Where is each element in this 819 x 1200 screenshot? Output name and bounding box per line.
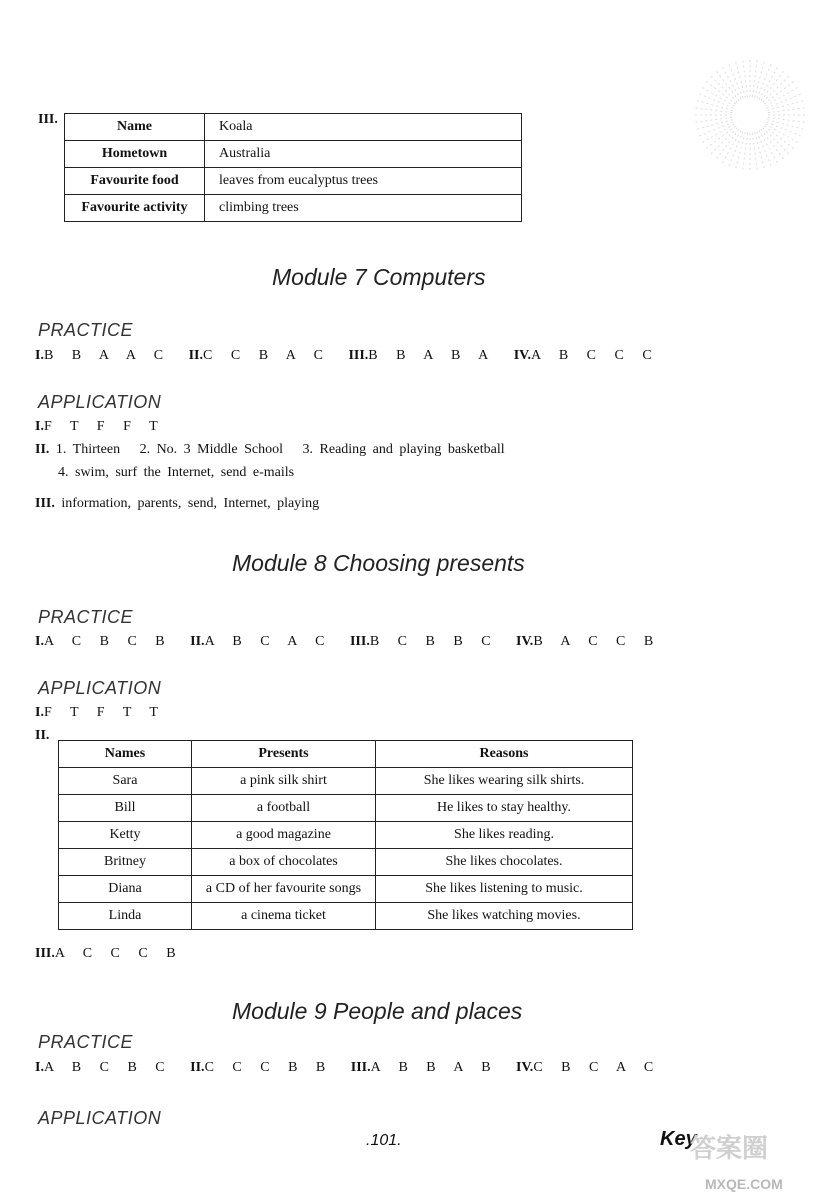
- m7-app-ii: II. 1. Thirteen 2. No. 3 Middle School 3. Reading and playing basketball: [35, 442, 505, 457]
- module-8-title: Module 8 Choosing presents: [232, 550, 525, 576]
- m7-app-ii-line2: 4. swim, surf the Internet, send e-mails: [58, 465, 295, 480]
- m6-app-iii-label: III.: [38, 112, 58, 127]
- m9-practice-label: PRACTICE: [38, 1032, 134, 1052]
- table-cell: She likes wearing silk shirts.: [376, 768, 633, 795]
- table-row: [59, 876, 633, 903]
- table-cell: a pink silk shirt: [192, 768, 376, 795]
- table-cell: a football: [192, 795, 376, 822]
- table-row: [59, 903, 633, 930]
- info-value: Australia: [205, 141, 522, 168]
- table-cell: Diana: [59, 876, 192, 903]
- table-cell: a good magazine: [192, 822, 376, 849]
- table-cell: a CD of her favourite songs: [192, 876, 376, 903]
- module-9-title: Module 9 People and places: [232, 998, 523, 1024]
- info-row: [65, 141, 522, 168]
- table-cell: She likes reading.: [376, 822, 633, 849]
- m8-app-iii: III.A C C C B: [35, 946, 182, 961]
- info-value: Koala: [205, 114, 522, 141]
- m7-application-label: APPLICATION: [38, 392, 162, 412]
- table-cell: Sara: [59, 768, 192, 795]
- info-key: Favourite activity: [65, 195, 205, 222]
- module-7-title: Module 7 Computers: [272, 264, 486, 290]
- m8-presents-table: [58, 740, 633, 930]
- info-row: [65, 114, 522, 141]
- key-label: Key: [660, 1128, 697, 1150]
- info-key: Hometown: [65, 141, 205, 168]
- table-row: [59, 849, 633, 876]
- table-cell: a cinema ticket: [192, 903, 376, 930]
- info-key: Name: [65, 114, 205, 141]
- page-number: .101.: [366, 1132, 402, 1149]
- m6-info-table: [64, 113, 522, 222]
- m7-app-i: I.F T F F T: [35, 419, 164, 434]
- column-header: Names: [59, 741, 192, 768]
- m8-practice-answers: I.A C B C B II.A B C A C III.B C B B C IV.B A C C B: [35, 634, 660, 649]
- info-row: [65, 195, 522, 222]
- table-cell: She likes listening to music.: [376, 876, 633, 903]
- table-cell: Britney: [59, 849, 192, 876]
- table-cell: He likes to stay healthy.: [376, 795, 633, 822]
- m8-application-label: APPLICATION: [38, 678, 162, 698]
- m8-app-ii-label: II.: [35, 728, 50, 743]
- table-cell: Bill: [59, 795, 192, 822]
- m7-practice-label: PRACTICE: [38, 320, 134, 340]
- m8-practice-label: PRACTICE: [38, 607, 134, 627]
- decorative-sunburst-icon: [655, 40, 805, 190]
- m8-app-i: I.F T F T T: [35, 705, 164, 720]
- info-row: [65, 168, 522, 195]
- watermark-cn: 答案圈: [690, 1133, 769, 1163]
- watermark-text: MXQE.COM: [705, 1176, 783, 1192]
- info-value: leaves from eucalyptus trees: [205, 168, 522, 195]
- table-cell: She likes chocolates.: [376, 849, 633, 876]
- table-cell: She likes watching movies.: [376, 903, 633, 930]
- table-cell: Ketty: [59, 822, 192, 849]
- table-row: [59, 795, 633, 822]
- m7-practice-answers: I.B B A A C II.C C B A C III.B B A B A IV.A B C C C: [35, 348, 658, 363]
- m9-application-label: APPLICATION: [38, 1108, 162, 1128]
- m7-app-iii: III. information, parents, send, Internet, playing: [35, 496, 320, 511]
- table-cell: a box of chocolates: [192, 849, 376, 876]
- column-header: Presents: [192, 741, 376, 768]
- m9-practice-answers: I.A B C B C II.C C C B B III.A B B A B IV.C B C A C: [35, 1060, 660, 1075]
- column-header: Reasons: [376, 741, 633, 768]
- info-value: climbing trees: [205, 195, 522, 222]
- table-row: [59, 768, 633, 795]
- table-row: [59, 822, 633, 849]
- info-key: Favourite food: [65, 168, 205, 195]
- table-cell: Linda: [59, 903, 192, 930]
